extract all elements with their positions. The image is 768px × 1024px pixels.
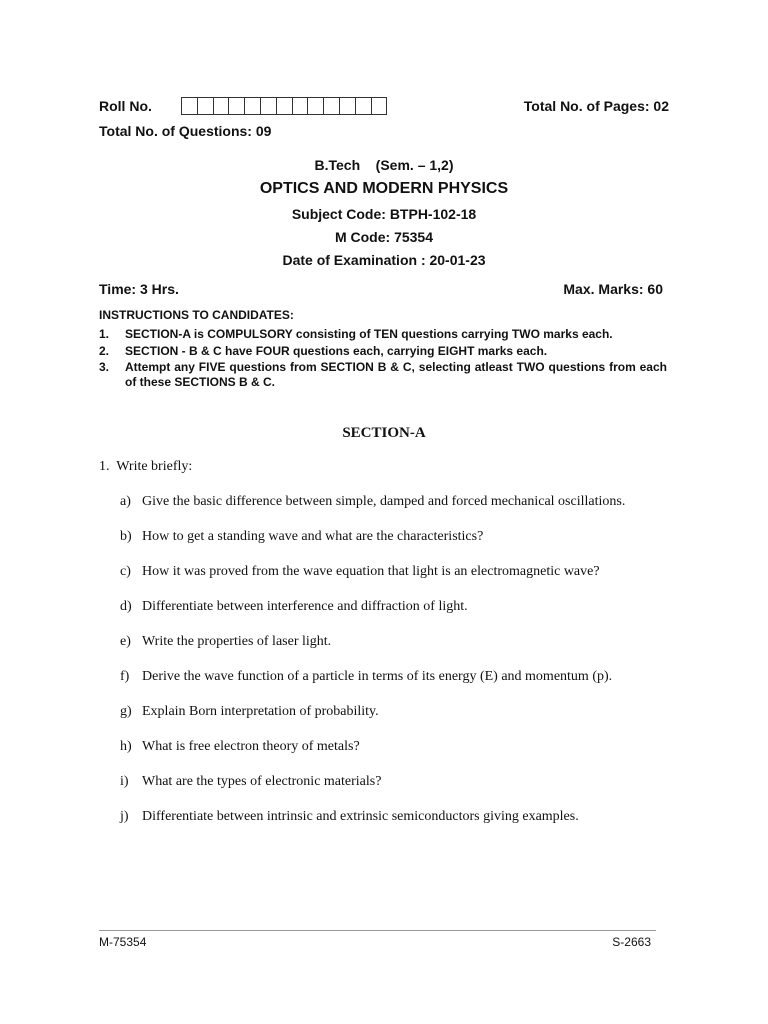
subquestion (120, 564, 600, 580)
roll-cell (339, 97, 356, 115)
subject-code: Subject Code: BTPH-102-18 (291, 206, 477, 222)
instruction-number: 1. (99, 327, 110, 341)
roll-cell (323, 97, 340, 115)
subquestion-label: d) (120, 599, 132, 614)
subquestion (120, 599, 468, 615)
instructions-title: INSTRUCTIONS TO CANDIDATES: (99, 308, 294, 322)
footer-divider (99, 930, 656, 931)
subquestion-text: How to get a standing wave and what are the characteristics? (142, 529, 484, 544)
subquestion (120, 669, 612, 685)
subquestion (120, 774, 381, 790)
roll-no-label: Roll No. (99, 98, 152, 114)
subquestion-label: c) (120, 564, 131, 579)
subquestion-text: What is free electron theory of metals? (142, 739, 360, 754)
instruction-item (99, 344, 667, 359)
roll-cell (244, 97, 261, 115)
m-code: M Code: 75354 (334, 229, 434, 245)
subquestion (120, 739, 360, 755)
subquestion (120, 529, 483, 545)
max-marks: Max. Marks: 60 (563, 281, 663, 297)
section-a-title: SECTION-A (342, 425, 426, 441)
subquestion-label: j) (120, 809, 129, 824)
program-semester: B.Tech (Sem. – 1,2) (314, 157, 454, 173)
roll-cell (292, 97, 309, 115)
roll-cell (213, 97, 230, 115)
subquestion-label: a) (120, 494, 131, 509)
total-questions: Total No. of Questions: 09 (99, 123, 272, 139)
roll-no-boxes (181, 97, 387, 115)
subquestion-text: Derive the wave function of a particle in terms of its energy (E) and momentum (p). (142, 669, 613, 684)
exam-time: Time: 3 Hrs. (99, 281, 179, 297)
subquestion-text: What are the types of electronic materials? (142, 774, 382, 789)
subquestion-label: h) (120, 739, 132, 754)
roll-cell (276, 97, 293, 115)
instruction-number: 2. (99, 344, 110, 358)
subquestion (120, 494, 625, 510)
question-1: 1. Write briefly: (99, 459, 193, 474)
subquestion-text: Differentiate between intrinsic and extrinsic semiconductors giving examples. (142, 809, 579, 824)
total-pages: Total No. of Pages: 02 (523, 98, 669, 114)
subquestion-text: Give the basic difference between simple, damped and forced mechanical oscillations. (142, 494, 626, 509)
subquestion-label: i) (120, 774, 129, 789)
instruction-item (99, 360, 667, 390)
roll-cell (355, 97, 372, 115)
roll-cell (228, 97, 245, 115)
subquestion-text: Differentiate between interference and diffraction of light. (142, 599, 468, 614)
subquestion-label: b) (120, 529, 132, 544)
subquestion-label: e) (120, 634, 131, 649)
instruction-text: SECTION - B & C have FOUR questions each, carrying EIGHT marks each. (125, 344, 548, 358)
roll-cell (181, 97, 198, 115)
exam-date: Date of Examination : 20-01-23 (282, 252, 486, 268)
instruction-number: 3. (99, 360, 110, 374)
roll-cell (371, 97, 388, 115)
subquestion-text: How it was proved from the wave equation that light is an electromagnetic wave? (142, 564, 600, 579)
roll-cell (307, 97, 324, 115)
subquestion (120, 634, 331, 650)
roll-cell (260, 97, 277, 115)
footer-s-code: S-2663 (612, 935, 651, 949)
subquestion (120, 809, 579, 825)
subquestion-text: Explain Born interpretation of probability. (142, 704, 379, 719)
instruction-item (99, 327, 667, 342)
subquestion-label: f) (120, 669, 130, 684)
subquestion (120, 704, 379, 720)
subquestion-text: Write the properties of laser light. (142, 634, 332, 649)
instruction-text: Attempt any FIVE questions from SECTION B & C, selecting atleast TWO questions from each of these SECTIONS B & C. (125, 360, 667, 389)
roll-cell (197, 97, 214, 115)
instruction-text: SECTION-A is COMPULSORY consisting of TEN questions carrying TWO marks each. (125, 327, 613, 341)
footer-m-code: M-75354 (99, 935, 147, 949)
paper-title: OPTICS AND MODERN PHYSICS (259, 180, 509, 197)
subquestion-label: g) (120, 704, 132, 719)
